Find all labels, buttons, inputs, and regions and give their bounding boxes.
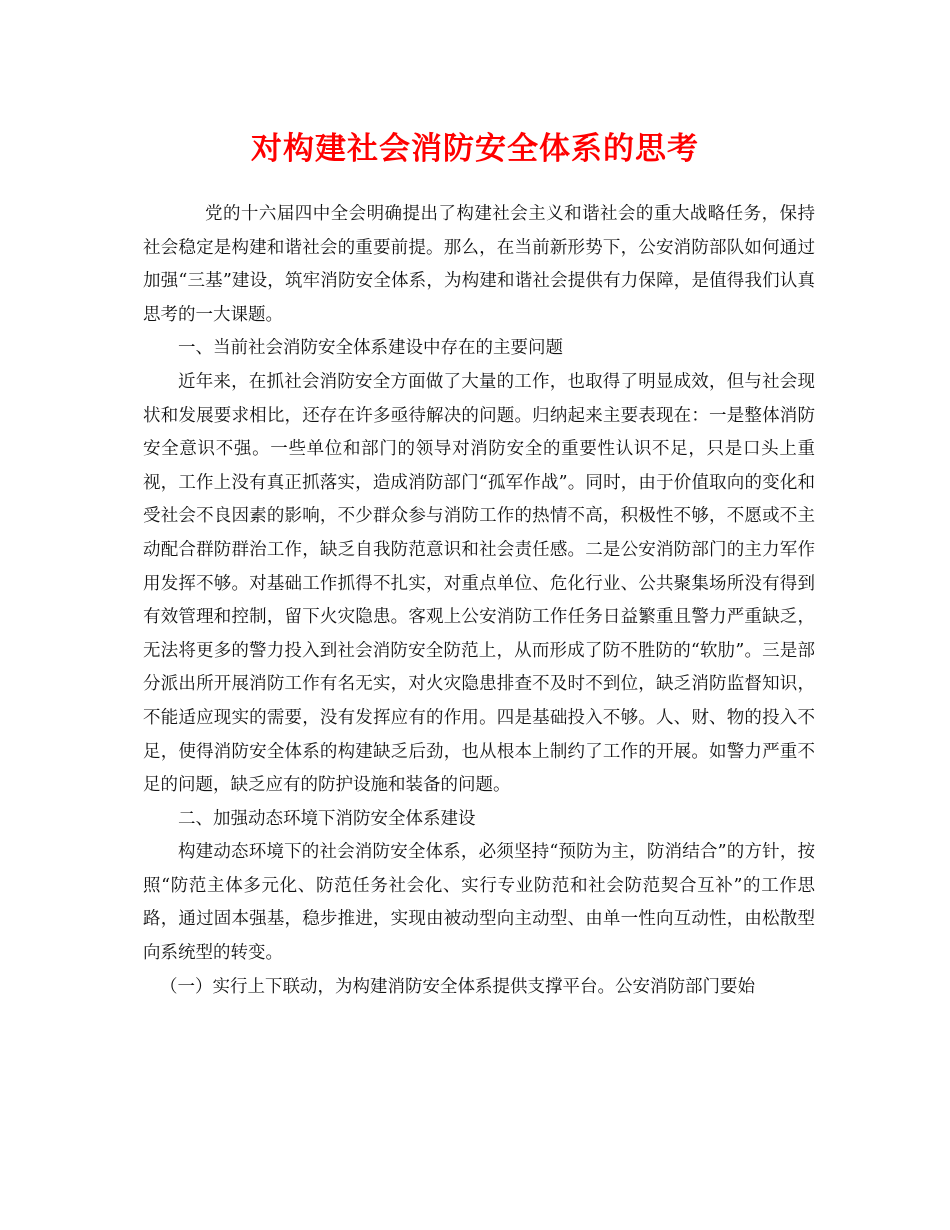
body-paragraph: 构建动态环境下的社会消防安全体系，必须坚持“预防为主，防消结合”的方针，按照“防范主体多元化、防范任务社会化、实行专业防范和社会防范契合互补”的工作思路，通过固本强基，稳步推进，实现由被动型向主动型、由单一性向互动性，由松散型向系统型的转变。: [143, 842, 815, 964]
document-title: 对构建社会消防安全体系的思考: [251, 131, 699, 167]
section-heading-1: 一、当前社会消防安全体系建设中存在的主要问题: [178, 338, 563, 359]
section-heading-2: 二、加强动态环境下消防安全体系建设: [178, 808, 476, 829]
document-body: [143, 198, 815, 1004]
body-paragraph: 近年来，在抓社会消防安全方面做了大量的工作，也取得了明显成效，但与社会现状和发展要求相比，还存在许多亟待解决的问题。归纳起来主要表现在：一是整体消防安全意识不强。一些单位和部门的领导对消防安全的重要性认识不足，只是口头上重视，工作上没有真正抓落实，造成消防部门“孤军作战”。同时，由于价值取向的变化和受社会不良因素的影响，不少群众参与消防工作的热情不高，积极性不够，不愿或不主动配合群防群治工作，缺乏自我防范意识和社会责任感。二是公安消防部门的主力军作用发挥不够。对基础工作抓得不扎实，对重点单位、危化行业、公共聚集场所没有得到有效管理和控制，留下火灾隐患。客观上公安消防工作任务日益繁重且警力严重缺乏，无法将更多的警力投入到社会消防安全防范上，从而形成了防不胜防的“软肋”。三是部分派出所开展消防工作有名无实，对火灾隐患排查不及时不到位，缺乏消防监督知识，不能适应现实的需要，没有发挥应有的作用。四是基础投入不够。人、财、物的投入不足，使得消防安全体系的构建缺乏后劲，也从根本上制约了工作的开展。如警力严重不足的问题，缺乏应有的防护设施和装备的问题。: [143, 371, 815, 796]
subsection-paragraph: （一）实行上下联动，为构建消防安全体系提供支撑平台。公安消防部门要始: [160, 976, 755, 997]
intro-paragraph: 党的十六届四中全会明确提出了构建社会主义和谐社会的重大战略任务，保持社会稳定是构建和谐社会的重要前提。那么，在当前新形势下，公安消防部队如何通过加强“三基”建设，筑牢消防安全体系，为构建和谐社会提供有力保障，是值得我们认真思考的一大课题。: [143, 204, 815, 325]
